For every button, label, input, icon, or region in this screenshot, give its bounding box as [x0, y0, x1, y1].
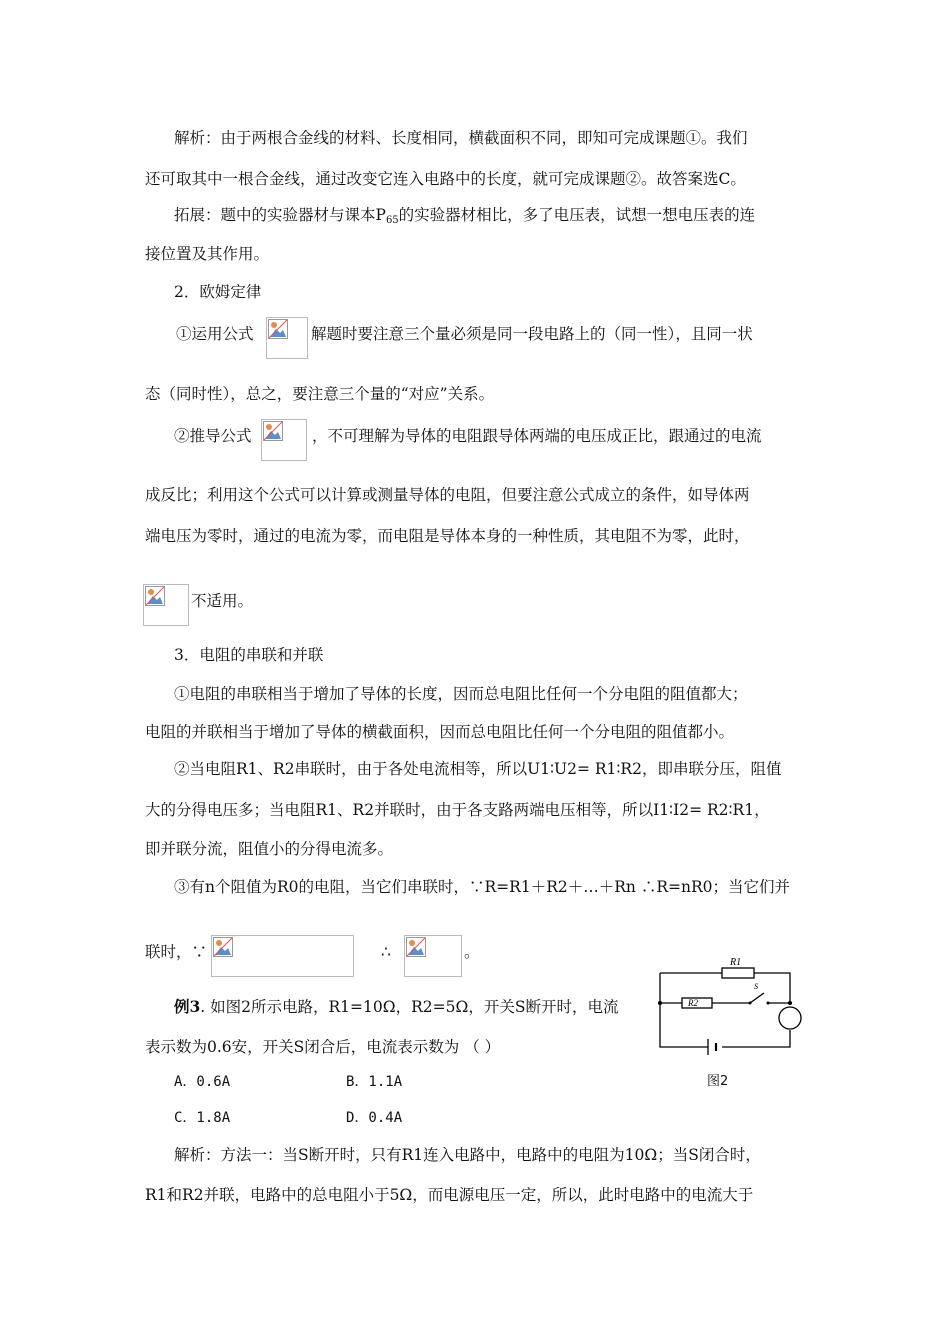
extension-line-2: 接位置及其作用。	[145, 245, 270, 263]
circuit-diagram	[650, 955, 810, 1055]
ohm-point-2-line-1-a: ②推导公式	[174, 427, 252, 445]
option-b: B．1.1A	[346, 1074, 403, 1090]
resistor-point-3-line-2-a: 联时，∵	[145, 943, 208, 961]
ammeter-symbol	[779, 1007, 801, 1029]
ohm-point-1-line-2: 态（同时性），总之，要注意三个量的“对应”关系。	[145, 385, 495, 403]
broken-image-icon	[213, 937, 233, 957]
broken-image-icon	[406, 937, 426, 957]
solution-line-1: 解析：方法一：当S断开时，只有R1连入电路中，电路中的电阻为10Ω；当S闭合时，	[174, 1146, 761, 1164]
option-d: D．0.4A	[346, 1110, 403, 1126]
analysis-line-1: 解析：由于两根合金线的材料、长度相同，横截面积不同，即知可完成课题①。我们	[174, 129, 748, 147]
broken-image-icon	[145, 586, 165, 606]
resistor-point-3-line-2-b: ∴	[381, 943, 391, 961]
resistor-point-2-line-3: 即并联分流，阻值小的分得电流多。	[145, 840, 394, 858]
analysis-line-2: 还可取其中一根合金线，通过改变它连入电路中的长度，就可完成课题②。故答案选C。	[145, 170, 746, 188]
formula-image-placeholder	[266, 317, 308, 359]
resistor-point-1-line-1: ①电阻的串联相当于增加了导体的长度，因而总电阻比任何一个分电阻的阻值都大；	[174, 685, 748, 703]
resistor-point-3-line-1: ③有n个阻值为R0的电阻，当它们串联时，∵R=R1＋R2＋…＋Rn ∴R=nR0；当它们并	[174, 878, 790, 896]
resistor-point-3-line-2-c: 。	[464, 943, 480, 961]
formula-image-placeholder	[261, 419, 307, 461]
ohm-point-2-line-3: 端电压为零时，通过的电流为零，而电阻是导体本身的一种性质，其电阻不为零，此时，	[145, 527, 750, 545]
resistor-point-2-line-2: 大的分得电压多；当电阻R1、R2并联时，由于各支路两端电压相等，所以I1∶I2= R2∶R1，	[145, 801, 770, 819]
resistor-point-2-line-1: ②当电阻R1、R2串联时，由于各处电流相等，所以U1∶U2= R1∶R2，即串联分压，阻值	[174, 760, 782, 778]
example-label: 例3	[174, 997, 201, 1016]
label-switch: S	[754, 982, 758, 991]
ohm-point-1-line-1-a: ①运用公式	[176, 325, 254, 343]
ohm-point-1-line-1-b: 解题时要注意三个量必须是同一段电路上的（同一性），且同一状	[311, 325, 753, 343]
resistor-r1	[722, 968, 754, 978]
section-heading-ohm: 2．欧姆定律	[174, 283, 262, 301]
section-heading-resistors: 3．电阻的串联和并联	[174, 646, 324, 664]
formula-image-placeholder	[404, 935, 462, 977]
broken-image-icon	[263, 421, 283, 441]
ohm-point-2-line-1-b: ，不可理解为导体的电阻跟导体两端的电压成正比，跟通过的电流	[312, 427, 762, 445]
example-3-line-2: 表示数为0.6安，开关S闭合后，电流表示数为 （ ）	[145, 1038, 501, 1056]
option-c: C．1.8A	[174, 1110, 231, 1126]
extension-line-1: 拓展：题中的实验器材与课本$P_{65}$的实验器材相比，多了电压表，试想一想电压表的连	[174, 206, 756, 226]
ohm-point-2-line-4: 不适用。	[191, 592, 254, 610]
solution-line-2: R1和R2并联，电路中的总电阻小于5Ω，而电源电压一定，所以，此时电路中的电流大于	[145, 1186, 754, 1204]
ohm-point-2-line-2: 成反比；利用这个公式可以计算或测量导体的电阻，但要注意公式成立的条件，如导体两	[145, 486, 750, 504]
formula-image-placeholder	[211, 935, 354, 977]
resistor-point-1-line-2: 电阻的并联相当于增加了导体的横截面积，因而总电阻比任何一个分电阻的阻值都小。	[145, 723, 735, 741]
formula-image-placeholder	[143, 584, 189, 626]
example-3-line-1: 例3. 如图2所示电路，R1=10Ω，R2=5Ω，开关S断开时，电流	[174, 997, 619, 1016]
broken-image-icon	[268, 319, 288, 339]
label-r2: R2	[688, 998, 698, 1008]
option-a: A．0.6A	[174, 1074, 231, 1090]
label-r1: R1	[730, 957, 742, 968]
figure-caption: 图2	[707, 1074, 729, 1089]
